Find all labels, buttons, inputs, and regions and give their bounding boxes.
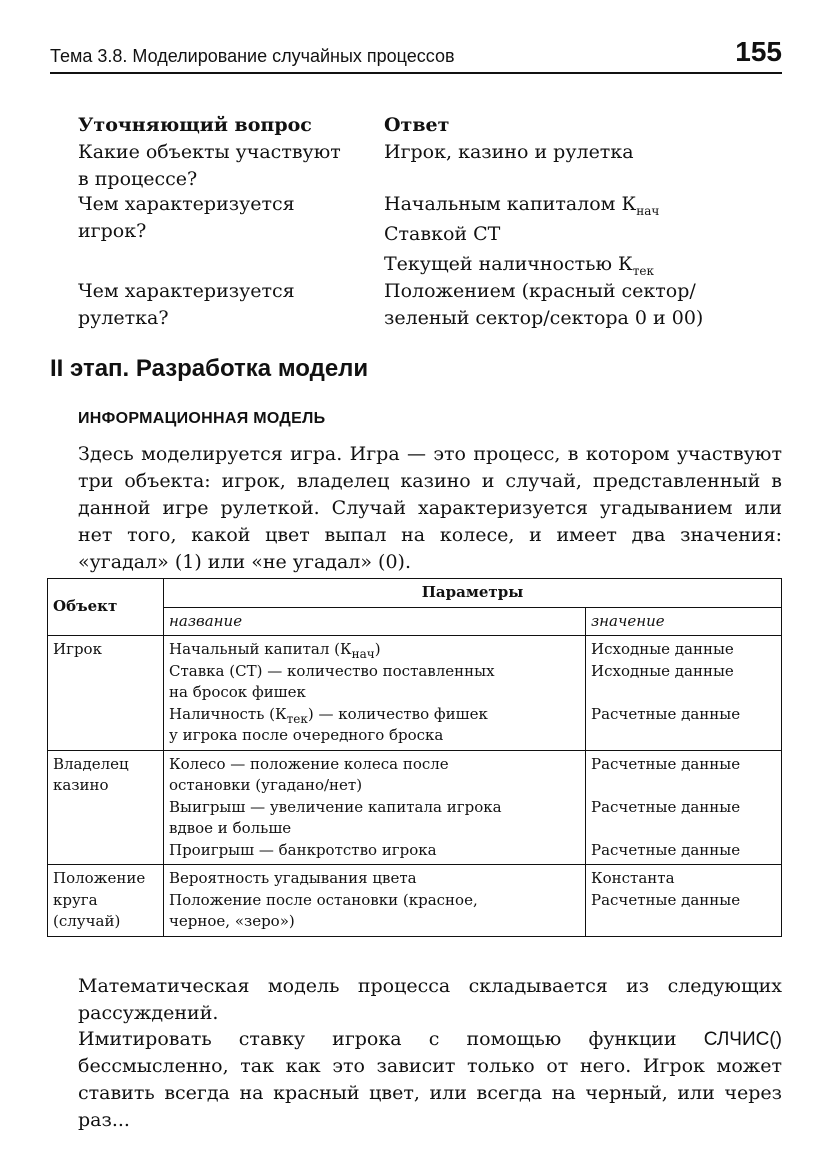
qa-answer: Положением (красный сектор/ зеленый сектор/сектора 0 и 00): [384, 279, 704, 329]
running-head-title: Тема 3.8. Моделирование случайных процессов: [50, 46, 455, 66]
paragraph-math-model: Математическая модель процесса складывается из следующих рассуждений.: [78, 975, 782, 1024]
qa-row: [78, 139, 778, 188]
information-model-table: [47, 578, 782, 937]
qa-question-header: Уточняющий вопрос: [78, 114, 312, 136]
paragraph-intro: Здесь моделируется игра. Игра — это процесс, в котором участвуют три объекта: игрок, владелец казино и случай, представленный в данной игре рулеткой. Случай характеризуется угадыванием или нет того, какой цвет выпал на колесе, и имеет два значения: «угадал» (1) или «не угадал» (0).: [78, 443, 782, 573]
running-head: [50, 38, 782, 74]
parameter-names-cell: Начальный капитал $(К_{нач})$ Ставка (СТ) — количество поставленных на бросок фишек Наличность $(К_{тек})$ — количество фишек у игрока после очередного броска: [164, 636, 586, 751]
table-row: [48, 636, 782, 751]
section-title: II этап. Разработка модели: [50, 355, 369, 382]
header-parameters: Параметры: [164, 579, 782, 608]
qa-row: [78, 278, 778, 332]
function-name: СЛЧИС(): [703, 1029, 782, 1050]
parameter-names-cell: Колесо — положение колеса после остановки (угадано/нет) Выигрыш — увеличение капитала игрока вдвое и больше Проигрыш — банкротство игрока: [164, 750, 586, 865]
object-cell: Положение круга (случай): [48, 865, 164, 937]
header-object: Объект: [48, 579, 164, 636]
subsection-title: ИНФОРМАЦИОННАЯ МОДЕЛЬ: [78, 410, 326, 427]
object-cell: Владелец казино: [48, 750, 164, 865]
clarifying-questions-table: [78, 112, 778, 332]
page-number: 155: [735, 36, 782, 67]
object-cell: Игрок: [48, 636, 164, 751]
table-row: [48, 750, 782, 865]
qa-answer: Игрок, казино и рулетка: [384, 141, 634, 163]
parameter-values-cell: Расчетные данные Расчетные данные Расчетные данные: [586, 750, 782, 865]
qa-header-row: [78, 112, 778, 139]
table-row: [48, 865, 782, 937]
parameter-values-cell: Исходные данные Исходные данные Расчетные данные: [586, 636, 782, 751]
table-header-row: [48, 579, 782, 608]
parameter-values-cell: Константа Расчетные данные: [586, 865, 782, 937]
paragraph-bet-simulation: Имитировать ставку игрока с помощью функции СЛЧИС() бессмысленно, так как это зависит только от него. Игрок может ставить всегда на красный цвет, или всегда на черный, или через раз...: [78, 1028, 782, 1131]
header-value: значение: [586, 607, 782, 636]
qa-row: [78, 191, 778, 278]
qa-question: Какие объекты участвуют в процессе?: [78, 141, 341, 190]
qa-answer-header: Ответ: [384, 114, 450, 136]
parameter-names-cell: Вероятность угадывания цвета Положение после остановки (красное, черное, «зеро»): [164, 865, 586, 937]
qa-question: Чем характеризуется рулетка?: [78, 279, 295, 329]
qa-question: Чем характеризуется игрок?: [78, 192, 295, 242]
header-name: название: [164, 607, 586, 636]
qa-answer: Начальным капиталом $К_{нач}$ Ставкой СТ Текущей наличностью $К_{тек}$: [384, 192, 660, 278]
